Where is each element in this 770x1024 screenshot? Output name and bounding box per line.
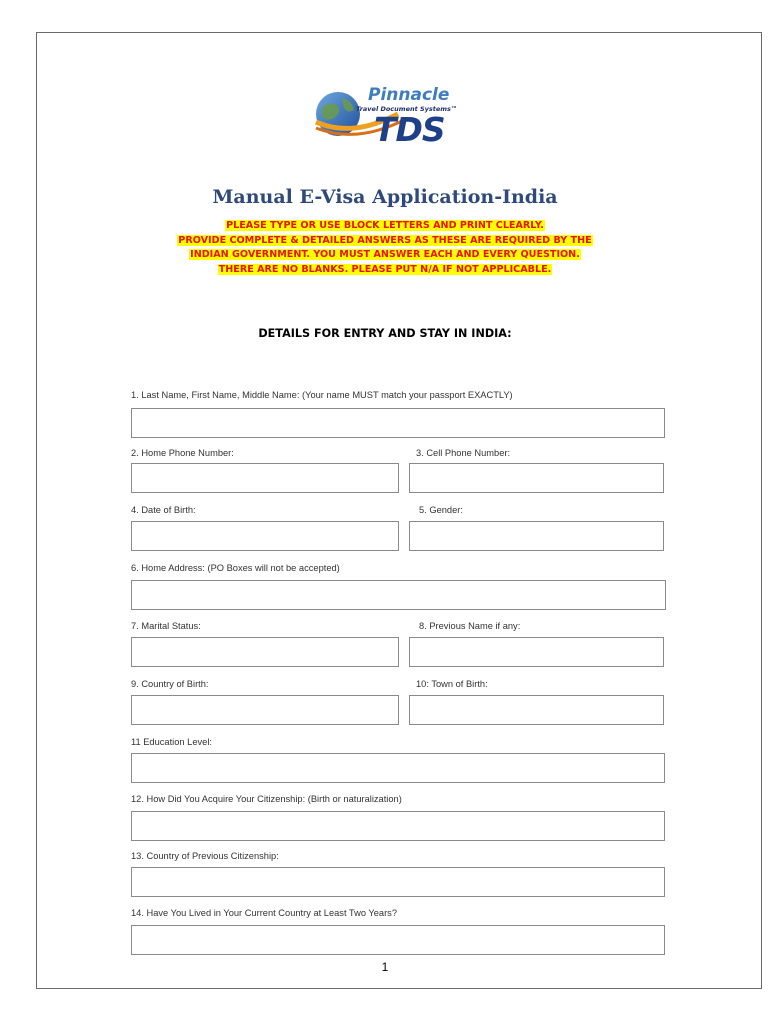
warning-line: PROVIDE COMPLETE & DETAILED ANSWERS AS THESE ARE REQUIRED BY THE — [178, 234, 592, 246]
pinnacle-tds-logo — [312, 78, 472, 148]
gender-label: 5. Gender: — [419, 505, 463, 515]
previous-name-input[interactable] — [409, 637, 664, 667]
date-of-birth-label: 4. Date of Birth: — [131, 505, 196, 515]
lived-two-years-label: 14. Have You Lived in Your Current Country at Least Two Years? — [131, 908, 398, 918]
citizenship-acquired-label: 12. How Did You Acquire Your Citizenship: (Birth or naturalization) — [131, 794, 402, 804]
cell-phone-input[interactable] — [409, 463, 664, 493]
country-of-birth-input[interactable] — [131, 695, 399, 725]
previous-name-label: 8. Previous Name if any: — [419, 621, 521, 631]
logo-mark-text: TDS — [374, 110, 445, 148]
warning-notice — [0, 219, 770, 277]
marital-status-label: 7. Marital Status: — [131, 621, 201, 631]
logo-brand-text: Pinnacle — [368, 85, 450, 105]
town-of-birth-label: 10: Town of Birth: — [416, 679, 488, 689]
home-phone-label: 2. Home Phone Number: — [131, 448, 234, 458]
gender-input[interactable] — [409, 521, 664, 551]
citizenship-acquired-input[interactable] — [131, 811, 665, 841]
page-number: 1 — [381, 960, 389, 974]
warning-line: PLEASE TYPE OR USE BLOCK LETTERS AND PRINT CLEARLY. — [226, 220, 544, 231]
date-of-birth-input[interactable] — [131, 521, 399, 551]
page-title: Manual E-Visa Application-India — [212, 186, 558, 208]
full-name-label: 1. Last Name, First Name, Middle Name: (Your name MUST match your passport EXACTLY) — [131, 390, 513, 400]
marital-status-input[interactable] — [131, 637, 399, 667]
section-heading: DETAILS FOR ENTRY AND STAY IN INDIA: — [258, 327, 512, 340]
previous-citizenship-label: 13. Country of Previous Citizenship: — [131, 851, 279, 861]
previous-citizenship-input[interactable] — [131, 867, 665, 897]
home-phone-input[interactable] — [131, 463, 399, 493]
country-of-birth-label: 9. Country of Birth: — [131, 679, 209, 689]
town-of-birth-input[interactable] — [409, 695, 664, 725]
education-level-input[interactable] — [131, 753, 665, 783]
home-address-input[interactable] — [131, 580, 666, 610]
full-name-input[interactable] — [131, 408, 665, 438]
warning-line: THERE ARE NO BLANKS. PLEASE PUT N/A IF NOT APPLICABLE. — [218, 263, 552, 275]
education-level-label: 11 Education Level: — [131, 737, 212, 747]
cell-phone-label: 3. Cell Phone Number: — [416, 448, 511, 458]
home-address-label: 6. Home Address: (PO Boxes will not be accepted) — [131, 563, 340, 573]
logo-tagline-text: Travel Document Systems™ — [356, 105, 458, 113]
lived-two-years-input[interactable] — [131, 925, 665, 955]
warning-line: INDIAN GOVERNMENT. YOU MUST ANSWER EACH AND EVERY QUESTION. — [190, 249, 580, 260]
